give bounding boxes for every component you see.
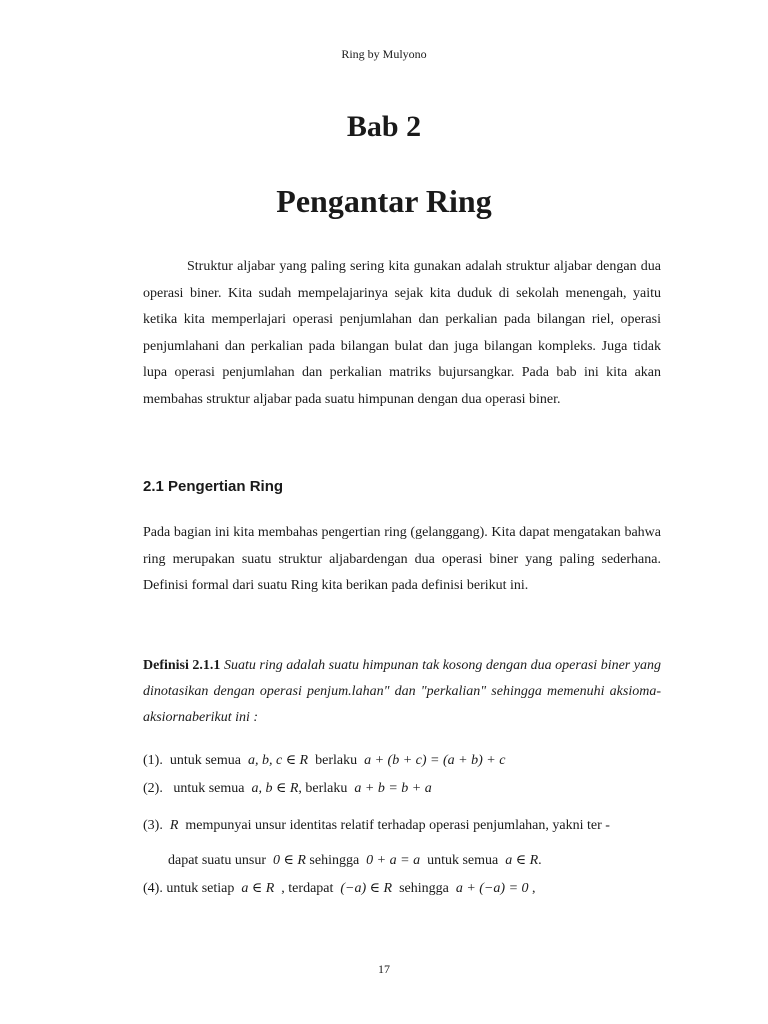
axiom-equation: a + (−a) = 0: [455, 881, 529, 896]
axiom-equation: 0 + a = a: [366, 853, 421, 868]
axiom-inverse: (−a) ∈ R: [340, 881, 393, 896]
axiom-equation: a + (b + c) = (a + b) + c: [364, 753, 506, 768]
axiom-text: untuk semua: [173, 781, 245, 796]
axiom-text: ,: [532, 881, 536, 896]
chapter-title: Pengantar Ring: [276, 183, 492, 219]
axiom-equation: a + b = b + a: [354, 781, 432, 796]
chapter-heading: Bab 2: [346, 110, 422, 143]
axiom-text: mempunyai unsur identitas relatif terhadap operasi penjumlahan, yakni ter -: [185, 818, 610, 833]
running-header: Ring by Mulyono: [341, 47, 427, 61]
axiom-set: 0 ∈ R: [272, 853, 306, 868]
definition-label: Definisi 2.1.1: [143, 658, 221, 673]
axiom-text: untuk setiap: [166, 881, 235, 896]
axiom-text: sehingga: [309, 853, 360, 868]
definition-block: [143, 653, 661, 731]
axiom-set: a, b ∈ R: [251, 781, 299, 796]
section-heading: 2.1 Pengertian Ring: [143, 478, 284, 495]
axiom-set: a ∈ R: [505, 853, 539, 868]
axiom-text: untuk semua: [169, 753, 241, 768]
axiom-2: [143, 780, 432, 797]
page-number: 17: [378, 962, 390, 976]
axiom-set: a, b, c ∈ R: [247, 753, 309, 768]
axiom-symbol: R: [169, 818, 179, 833]
axiom-number: (2).: [143, 781, 163, 796]
axiom-number: (1).: [143, 753, 163, 768]
intro-paragraph: Struktur aljabar yang paling sering kita gunakan adalah struktur aljabar dengan dua operasi biner. Kita sudah mempelajarinya sejak kita duduk di sekolah menengah, yaitu ketika kita memperlajari operasi penjumlahan dan perkalian pada bilangan riel, operasi penjumlahani dan perkalian pada bilangan bulat dan juga bilangan kompleks. Juga tidak lupa operasi penjumlahan dan perkalian matriks bujursangkar. Pada bab ini kita akan membahas struktur aljabar pada suatu himpunan dengan dua operasi biner.: [143, 259, 661, 407]
axiom-4: [143, 880, 536, 897]
axiom-text: untuk semua: [427, 853, 499, 868]
axiom-text: .: [538, 853, 542, 868]
axiom-text: , berlaku: [298, 781, 348, 796]
axiom-text: dapat suatu unsur: [168, 853, 266, 868]
axiom-number: (4).: [143, 881, 163, 896]
axiom-1: [143, 752, 505, 769]
axiom-set: a ∈ R: [241, 881, 275, 896]
section-paragraph: Pada bagian ini kita membahas pengertian ring (gelanggang). Kita dapat mengatakan bahwa ring merupakan suatu struktur aljabardengan dua operasi biner yang paling sederhana. Definisi formal dari suatu Ring kita berikan pada definisi berikut ini.: [143, 525, 661, 593]
definition-text: Suatu ring adalah suatu himpunan tak kosong dengan dua operasi biner yang dinotasikan dengan operasi penjum.lahan" dan "perkalian" sehingga memenuhi aksioma-aksiornaberikut ini :: [143, 658, 661, 725]
axiom-3: [143, 818, 610, 834]
axiom-3-continued: [168, 852, 542, 869]
axiom-text: , terdapat: [281, 881, 334, 896]
axiom-number: (3).: [143, 818, 163, 833]
axiom-text: berlaku: [315, 753, 358, 768]
axiom-text: sehingga: [399, 881, 449, 896]
